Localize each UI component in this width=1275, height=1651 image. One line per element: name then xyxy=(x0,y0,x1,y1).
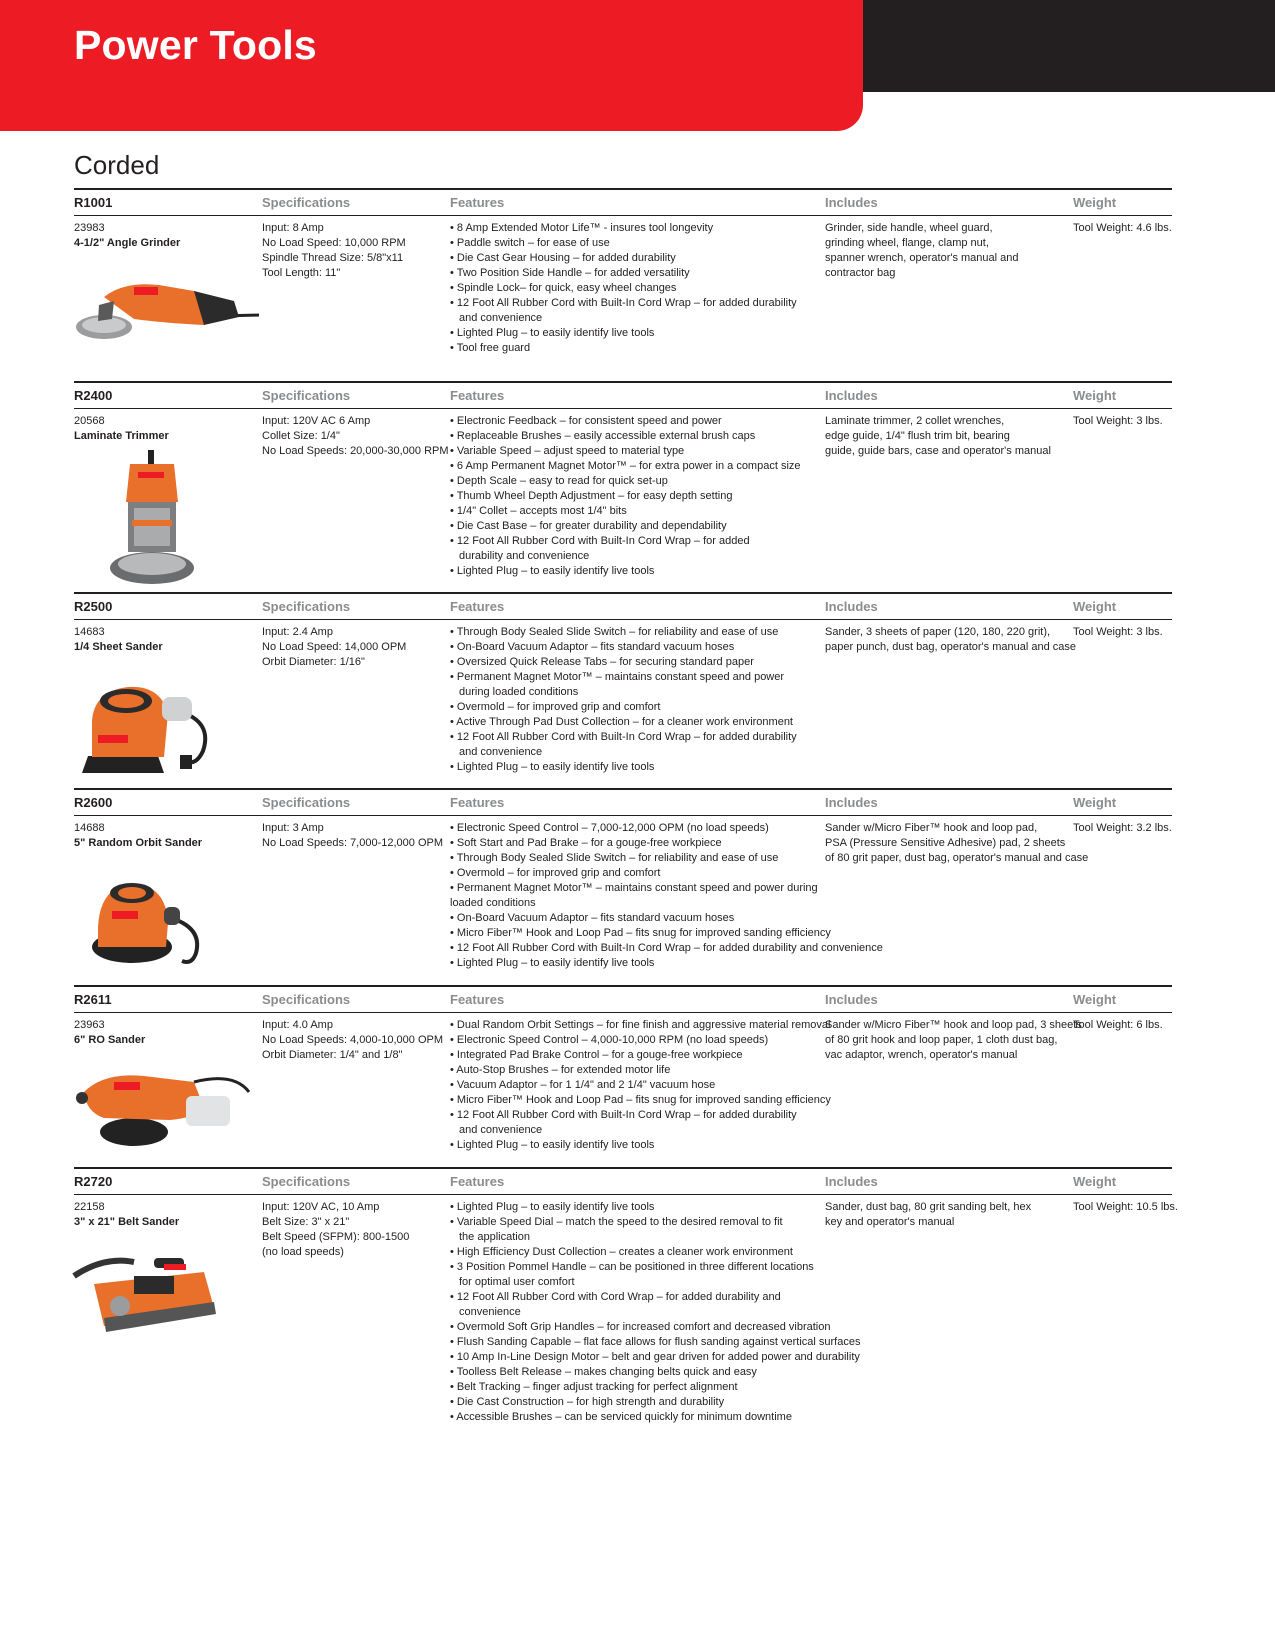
includes-list xyxy=(825,821,1089,866)
features-list xyxy=(450,1018,860,1153)
feature-line: • Two Position Side Handle – for added versatility xyxy=(450,267,690,279)
includes-label: Includes xyxy=(825,388,878,403)
ro-sander-image xyxy=(74,1052,254,1152)
feature-line: • 12 Foot All Rubber Cord with Built-In Cord Wrap – for added durability xyxy=(450,297,797,309)
product-r2720 xyxy=(74,1167,1178,1427)
tool-weight: Tool Weight: 3 lbs. xyxy=(1073,415,1163,427)
includes-line: spanner wrench, operator's manual and xyxy=(825,252,1019,264)
model-number: R2400 xyxy=(74,388,113,403)
features-label: Features xyxy=(450,992,505,1007)
feature-line: • Thumb Wheel Depth Adjustment – for easy depth setting xyxy=(450,490,733,502)
feature-line: • High Efficiency Dust Collection – creates a cleaner work environment xyxy=(450,1246,793,1258)
feature-line: • Accessible Brushes – can be serviced quickly for minimum downtime xyxy=(450,1411,792,1423)
feature-line: • Flush Sanding Capable – flat face allows for flush sanding against vertical surfaces xyxy=(450,1336,861,1348)
feature-line: • Micro Fiber™ Hook and Loop Pad – fits snug for improved sanding efficiency xyxy=(450,1094,831,1106)
specifications-label: Specifications xyxy=(262,195,351,210)
includes-label: Includes xyxy=(825,992,878,1007)
feature-line: • Dual Random Orbit Settings – for fine finish and aggressive material removal xyxy=(450,1019,831,1031)
spec-line: Orbit Diameter: 1/16" xyxy=(262,656,365,668)
features-list xyxy=(450,821,883,971)
spec-line: Input: 120V AC, 10 Amp xyxy=(262,1201,380,1213)
weight-label: Weight xyxy=(1073,195,1117,210)
product-header xyxy=(74,985,1172,1013)
feature-line: • Die Cast Construction – for high strength and durability xyxy=(450,1396,725,1408)
includes-line: guide, guide bars, case and operator's manual xyxy=(825,445,1051,457)
product-name: 1/4 Sheet Sander xyxy=(74,641,163,653)
specifications-label: Specifications xyxy=(262,599,351,614)
laminate-trimmer-image xyxy=(102,450,202,590)
features-list xyxy=(450,625,860,775)
product-sku: 20568 xyxy=(74,415,105,427)
includes-label: Includes xyxy=(825,195,878,210)
feature-line: and convenience xyxy=(459,1124,543,1136)
model-number: R1001 xyxy=(74,195,113,210)
spec-line: (no load speeds) xyxy=(262,1246,344,1258)
specifications-list xyxy=(262,1200,442,1260)
product-sku: 23963 xyxy=(74,1019,105,1031)
product-name: 5" Random Orbit Sander xyxy=(74,837,203,849)
product-r2600 xyxy=(74,788,1172,985)
features-label: Features xyxy=(450,599,505,614)
features-label: Features xyxy=(450,795,505,810)
includes-line: grinding wheel, flange, clamp nut, xyxy=(825,237,989,249)
tool-weight: Tool Weight: 4.6 lbs. xyxy=(1073,222,1172,234)
feature-line: for optimal user comfort xyxy=(459,1276,575,1288)
spec-line: Input: 3 Amp xyxy=(262,822,324,834)
belt-sander-image xyxy=(64,1236,224,1336)
product-header xyxy=(74,1167,1172,1195)
product-name: 6" RO Sander xyxy=(74,1034,146,1046)
product-header xyxy=(74,788,1172,816)
feature-line: • 1/4" Collet – accepts most 1/4" bits xyxy=(450,505,627,517)
feature-line: loaded conditions xyxy=(450,897,536,909)
includes-line: Laminate trimmer, 2 collet wrenches, xyxy=(825,415,1005,427)
specifications-label: Specifications xyxy=(262,992,351,1007)
includes-line: contractor bag xyxy=(825,267,896,279)
model-number: R2720 xyxy=(74,1174,113,1189)
includes-line: key and operator's manual xyxy=(825,1216,955,1228)
specifications-label: Specifications xyxy=(262,1174,351,1189)
feature-line: • Lighted Plug – to easily identify live tools xyxy=(450,761,655,773)
feature-line: durability and convenience xyxy=(459,550,590,562)
includes-line: Sander, 3 sheets of paper (120, 180, 220 grit), xyxy=(825,626,1051,638)
feature-line: • 12 Foot All Rubber Cord with Built-In Cord Wrap – for added durability xyxy=(450,1109,797,1121)
feature-line: • Depth Scale – easy to read for quick set-up xyxy=(450,475,668,487)
feature-line: • Electronic Feedback – for consistent speed and power xyxy=(450,415,722,427)
feature-line: • Electronic Speed Control – 4,000-10,000 RPM (no load speeds) xyxy=(450,1034,769,1046)
features-list xyxy=(450,221,860,356)
feature-line: • Electronic Speed Control – 7,000-12,000 OPM (no load speeds) xyxy=(450,822,769,834)
sheet-sander-image xyxy=(78,661,218,781)
product-r2400 xyxy=(74,381,1172,592)
includes-line: Grinder, side handle, wheel guard, xyxy=(825,222,993,234)
feature-line: • Die Cast Gear Housing – for added durability xyxy=(450,252,676,264)
product-header xyxy=(74,188,1172,216)
feature-line: • Active Through Pad Dust Collection – for a cleaner work environment xyxy=(450,716,793,728)
spec-line: No Load Speeds: 20,000-30,000 RPM xyxy=(262,445,449,457)
features-list xyxy=(450,1200,860,1425)
includes-line: Sander w/Micro Fiber™ hook and loop pad, 3 sheets xyxy=(825,1019,1082,1031)
page-title: Power Tools xyxy=(74,22,317,68)
spec-line: Input: 8 Amp xyxy=(262,222,324,234)
product-table xyxy=(74,188,1178,1427)
includes-list xyxy=(825,1018,1080,1063)
product-name: 3" x 21" Belt Sander xyxy=(74,1216,180,1228)
model-number: R2500 xyxy=(74,599,113,614)
feature-line: • Lighted Plug – to easily identify live tools xyxy=(450,327,655,339)
weight-label: Weight xyxy=(1073,388,1117,403)
spec-line: Belt Speed (SFPM): 800-1500 xyxy=(262,1231,410,1243)
product-r2500 xyxy=(74,592,1172,788)
feature-line: • Overmold Soft Grip Handles – for increased comfort and decreased vibration xyxy=(450,1321,831,1333)
includes-line: Sander, dust bag, 80 grit sanding belt, hex xyxy=(825,1201,1032,1213)
spec-line: Input: 4.0 Amp xyxy=(262,1019,333,1031)
spec-line: Input: 120V AC 6 Amp xyxy=(262,415,371,427)
spec-line: Input: 2.4 Amp xyxy=(262,626,333,638)
weight-label: Weight xyxy=(1073,795,1117,810)
features-label: Features xyxy=(450,195,505,210)
feature-line: • Through Body Sealed Slide Switch – for reliability and ease of use xyxy=(450,852,779,864)
specifications-list xyxy=(262,821,442,851)
feature-line: • On-Board Vacuum Adaptor – fits standard vacuum hoses xyxy=(450,912,735,924)
feature-line: • Overmold – for improved grip and comfort xyxy=(450,867,661,879)
includes-line: vac adaptor, wrench, operator's manual xyxy=(825,1049,1018,1061)
specifications-label: Specifications xyxy=(262,795,351,810)
weight-label: Weight xyxy=(1073,992,1117,1007)
feature-line: • Lighted Plug – to easily identify live tools xyxy=(450,1139,655,1151)
feature-line: • Overmold – for improved grip and comfort xyxy=(450,701,661,713)
specifications-list xyxy=(262,625,442,670)
feature-line: • Permanent Magnet Motor™ – maintains constant speed and power xyxy=(450,671,785,683)
product-header xyxy=(74,592,1172,620)
feature-line: • Die Cast Base – for greater durability and dependability xyxy=(450,520,727,532)
feature-line: • 3 Position Pommel Handle – can be positioned in three different locations xyxy=(450,1261,814,1273)
spec-line: Collet Size: 1/4" xyxy=(262,430,340,442)
feature-line: • 8 Amp Extended Motor Life™ - insures tool longevity xyxy=(450,222,714,234)
product-header xyxy=(74,381,1172,409)
feature-line: • Integrated Pad Brake Control – for a gouge-free workpiece xyxy=(450,1049,743,1061)
model-number: R2611 xyxy=(74,992,112,1007)
spec-line: Belt Size: 3" x 21" xyxy=(262,1216,350,1228)
specifications-list xyxy=(262,221,442,281)
specifications-list xyxy=(262,1018,442,1063)
feature-line: • Vacuum Adaptor – for 1 1/4" and 2 1/4" vacuum hose xyxy=(450,1079,716,1091)
includes-list xyxy=(825,1200,1080,1230)
feature-line: • 12 Foot All Rubber Cord with Built-In Cord Wrap – for added durability xyxy=(450,731,797,743)
feature-line: • 12 Foot All Rubber Cord with Built-In Cord Wrap – for added xyxy=(450,535,750,547)
includes-list xyxy=(825,221,1080,281)
product-r2611 xyxy=(74,985,1172,1167)
feature-line: • Paddle switch – for ease of use xyxy=(450,237,610,249)
feature-line: • On-Board Vacuum Adaptor – fits standard vacuum hoses xyxy=(450,641,735,653)
features-label: Features xyxy=(450,388,505,403)
spec-line: Orbit Diameter: 1/4" and 1/8" xyxy=(262,1049,403,1061)
product-name: 4-1/2" Angle Grinder xyxy=(74,237,181,249)
feature-line: • Auto-Stop Brushes – for extended motor life xyxy=(450,1064,671,1076)
feature-line: • Belt Tracking – finger adjust tracking for perfect alignment xyxy=(450,1381,738,1393)
includes-line: edge guide, 1/4" flush trim bit, bearing xyxy=(825,430,1010,442)
product-sku: 14683 xyxy=(74,626,105,638)
spec-line: No Load Speed: 14,000 OPM xyxy=(262,641,407,653)
specifications-label: Specifications xyxy=(262,388,351,403)
feature-line: • Lighted Plug – to easily identify live tools xyxy=(450,565,655,577)
tool-weight: Tool Weight: 3.2 lbs. xyxy=(1073,822,1172,834)
feature-line: • Variable Speed Dial – match the speed to the desired removal to fit xyxy=(450,1216,783,1228)
includes-line: paper punch, dust bag, operator's manual and case xyxy=(825,641,1076,653)
features-list xyxy=(450,414,860,579)
feature-line: convenience xyxy=(459,1306,521,1318)
weight-label: Weight xyxy=(1073,1174,1117,1189)
random-orbit-sander-image xyxy=(88,857,218,972)
includes-label: Includes xyxy=(825,795,878,810)
spec-line: No Load Speed: 10,000 RPM xyxy=(262,237,406,249)
feature-line: • Oversized Quick Release Tabs – for securing standard paper xyxy=(450,656,754,668)
feature-line: • Lighted Plug – to easily identify live tools xyxy=(450,957,655,969)
product-sku: 22158 xyxy=(74,1201,105,1213)
includes-line: of 80 grit hook and loop paper, 1 cloth dust bag, xyxy=(825,1034,1058,1046)
feature-line: • 12 Foot All Rubber Cord with Built-In Cord Wrap – for added durability and convenience xyxy=(450,942,883,954)
includes-line: PSA (Pressure Sensitive Adhesive) pad, 2 sheets xyxy=(825,837,1066,849)
feature-line: • 10 Amp In-Line Design Motor – belt and gear driven for added power and durability xyxy=(450,1351,860,1363)
feature-line: • Permanent Magnet Motor™ – maintains constant speed and power during xyxy=(450,882,818,894)
spec-line: No Load Speeds: 4,000-10,000 OPM xyxy=(262,1034,444,1046)
includes-list xyxy=(825,414,1080,459)
tool-weight: Tool Weight: 3 lbs. xyxy=(1073,626,1163,638)
product-name: Laminate Trimmer xyxy=(74,430,169,442)
tool-weight: Tool Weight: 6 lbs. xyxy=(1073,1019,1163,1031)
features-label: Features xyxy=(450,1174,505,1189)
spec-line: Spindle Thread Size: 5/8"x11 xyxy=(262,252,404,264)
spec-line: No Load Speeds: 7,000-12,000 OPM xyxy=(262,837,444,849)
feature-line: • 6 Amp Permanent Magnet Motor™ – for extra power in a compact size xyxy=(450,460,801,472)
feature-line: and convenience xyxy=(459,746,543,758)
feature-line: • Replaceable Brushes – easily accessible external brush caps xyxy=(450,430,756,442)
tool-weight: Tool Weight: 10.5 lbs. xyxy=(1073,1201,1178,1213)
includes-line: of 80 grit paper, dust bag, operator's manual and case xyxy=(825,852,1089,864)
spec-line: Tool Length: 11" xyxy=(262,267,341,279)
feature-line: • Toolless Belt Release – makes changing belts quick and easy xyxy=(450,1366,757,1378)
feature-line: • Micro Fiber™ Hook and Loop Pad – fits snug for improved sanding efficiency xyxy=(450,927,831,939)
includes-list xyxy=(825,625,1080,655)
specifications-list xyxy=(262,414,449,459)
section-title: Corded xyxy=(74,150,160,180)
feature-line: • Through Body Sealed Slide Switch – for reliability and ease of use xyxy=(450,626,779,638)
feature-line: • Tool free guard xyxy=(450,342,531,354)
includes-line: Sander w/Micro Fiber™ hook and loop pad, xyxy=(825,822,1038,834)
feature-line: • Soft Start and Pad Brake – for a gouge-free workpiece xyxy=(450,837,722,849)
model-number: R2600 xyxy=(74,795,113,810)
feature-line: the application xyxy=(459,1231,530,1243)
feature-line: • Spindle Lock– for quick, easy wheel changes xyxy=(450,282,677,294)
product-sku: 14688 xyxy=(74,822,105,834)
feature-line: • Variable Speed – adjust speed to material type xyxy=(450,445,685,457)
feature-line: • 12 Foot All Rubber Cord with Cord Wrap – for added durability and xyxy=(450,1291,781,1303)
weight-label: Weight xyxy=(1073,599,1117,614)
feature-line: • Lighted Plug – to easily identify live tools xyxy=(450,1201,655,1213)
includes-label: Includes xyxy=(825,1174,878,1189)
angle-grinder-image xyxy=(74,257,264,347)
product-sku: 23983 xyxy=(74,222,105,234)
feature-line: and convenience xyxy=(459,312,543,324)
includes-label: Includes xyxy=(825,599,878,614)
feature-line: during loaded conditions xyxy=(459,686,579,698)
product-r1001 xyxy=(74,188,1172,381)
